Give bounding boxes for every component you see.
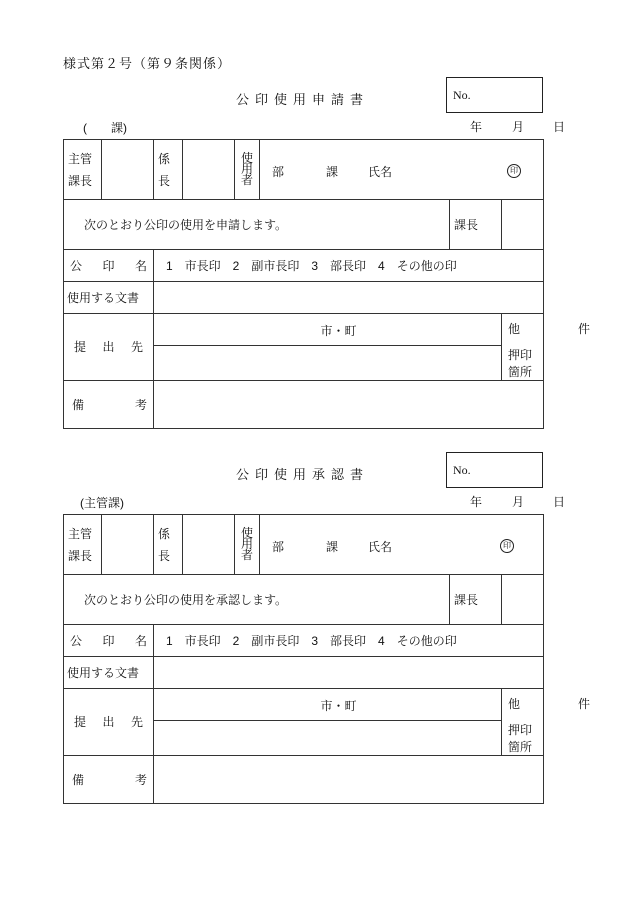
remarks-field[interactable] <box>154 755 544 803</box>
approver-manager-stamp-cell[interactable] <box>502 575 544 625</box>
approval-form-table <box>63 514 591 804</box>
application-title: 公印使用申請書 <box>236 93 370 108</box>
city-town-label: 市・町 <box>320 699 357 713</box>
user-label: 使 用 者 <box>235 515 260 575</box>
user-info-cell[interactable] <box>260 515 544 575</box>
submit-detail-field[interactable] <box>154 721 502 756</box>
application-number-box[interactable] <box>446 77 543 113</box>
remarks-field[interactable] <box>154 380 544 428</box>
section-chief-stamp-cell[interactable] <box>183 140 235 200</box>
number-label: No. <box>453 88 471 102</box>
seal-mark-icon: 印 <box>507 164 521 178</box>
seal-mark-icon: 印 <box>500 539 514 553</box>
city-town-label: 市・町 <box>320 324 357 338</box>
document-label: 使用する文書 <box>64 657 154 689</box>
city-town-field[interactable] <box>154 689 502 721</box>
other-count-cell[interactable] <box>502 689 591 721</box>
count-label: 件 <box>578 697 591 711</box>
remarks-label: 備 考 <box>64 755 154 803</box>
approval-department: (主管課) <box>80 496 124 510</box>
count-label: 件 <box>578 322 591 336</box>
approval-date-day: 日 <box>553 495 566 509</box>
section-chief-stamp-cell[interactable] <box>183 515 235 575</box>
chief-manager-label: 主管 課長 <box>64 140 102 200</box>
remarks-label: 備 考 <box>64 380 154 428</box>
chief-manager-stamp-cell[interactable] <box>102 515 154 575</box>
document-field[interactable] <box>154 282 544 314</box>
application-date-year: 年 <box>470 120 483 134</box>
seal-options[interactable]: 1 市長印 2 副市長印 3 部長印 4 その他の印 <box>154 250 544 282</box>
submit-detail-field[interactable] <box>154 346 502 381</box>
city-town-field[interactable] <box>154 314 502 346</box>
other-label: 他 <box>508 322 521 336</box>
chief-manager-stamp-cell[interactable] <box>102 140 154 200</box>
section-chief-label: 係 長 <box>154 515 183 575</box>
other-count-cell[interactable] <box>502 314 591 346</box>
dept-bu-label: 部 <box>272 540 285 554</box>
name-label: 氏名 <box>368 540 393 554</box>
user-label: 使 用 者 <box>235 140 260 200</box>
approver-manager-label: 課長 <box>450 575 502 625</box>
application-department: ( 課) <box>83 121 127 135</box>
user-info-cell[interactable] <box>260 140 544 200</box>
approval-number-box[interactable] <box>446 452 543 488</box>
other-label: 他 <box>508 697 521 711</box>
submit-to-label: 提 出 先 <box>64 689 154 756</box>
seal-options[interactable]: 1 市長印 2 副市長印 3 部長印 4 その他の印 <box>154 625 544 657</box>
approval-date-month: 月 <box>512 495 525 509</box>
name-label: 氏名 <box>368 165 393 179</box>
approval-statement: 次のとおり公印の使用を承認します。 <box>64 575 450 625</box>
application-form-table <box>63 139 591 429</box>
dept-bu-label: 部 <box>272 165 285 179</box>
submit-to-label: 提 出 先 <box>64 314 154 381</box>
approval-date-year: 年 <box>470 495 483 509</box>
seal-name-label: 公 印 名 <box>64 250 154 282</box>
application-date-day: 日 <box>553 120 566 134</box>
dept-ka-label: 課 <box>326 540 339 554</box>
stamp-location-cell[interactable]: 押印箇所 <box>502 346 544 381</box>
section-chief-label: 係 長 <box>154 140 183 200</box>
number-label: No. <box>453 463 471 477</box>
form-header: 様式第２号（第９条関係） <box>63 57 232 72</box>
seal-name-label: 公 印 名 <box>64 625 154 657</box>
stamp-location-cell[interactable]: 押印箇所 <box>502 721 544 756</box>
document-label: 使用する文書 <box>64 282 154 314</box>
dept-ka-label: 課 <box>326 165 339 179</box>
application-date-month: 月 <box>512 120 525 134</box>
approval-title: 公印使用承認書 <box>236 468 370 483</box>
chief-manager-label: 主管 課長 <box>64 515 102 575</box>
approver-manager-label: 課長 <box>450 200 502 250</box>
application-statement: 次のとおり公印の使用を申請します。 <box>64 200 450 250</box>
document-field[interactable] <box>154 657 544 689</box>
approver-manager-stamp-cell[interactable] <box>502 200 544 250</box>
